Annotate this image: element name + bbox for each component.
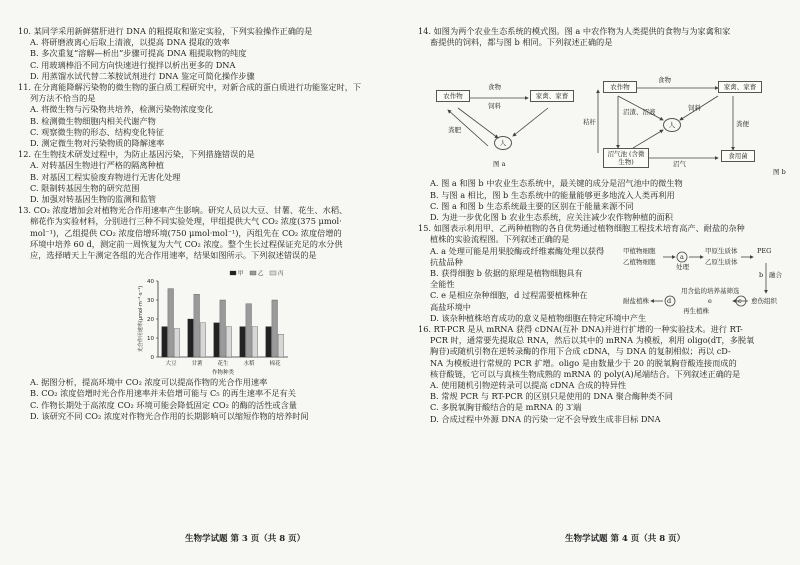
fig-b-feed-label: 饲料 [688, 104, 701, 113]
q13-option-c: C. 作物长期处于高浓度 CO₂ 环境可能会降低固定 CO₂ 的酶的活性或含量 [30, 399, 297, 410]
q16-stem-line3: 胸苷)或随机引物在逆转录酶的作用下合成 cDNA，与 DNA 的复制相似；再以 cD- [430, 346, 731, 357]
y-axis-label: 光合作用速率(μmol·m⁻²·s⁻¹) [138, 286, 144, 353]
flow-fusion: 融合 [769, 271, 782, 280]
bar-乙-大豆 [168, 289, 174, 357]
q15-stem-line2: 植株的实验流程图。下列叙述正确的是 [430, 234, 570, 245]
q11-option-d: D. 测定微生物对污染物质的降解速率 [30, 138, 165, 149]
flow-callus: 愈伤组织 [751, 297, 777, 306]
q13-chart [18, 261, 388, 377]
q12-stem: 12. 在生物技术研发过程中，为防止基因污染，下列措施错误的是 [18, 149, 255, 160]
q14-stem-line1: 14. 如图为两个农业生态系统的模式图。图 a 中农作物为人类提供的食物与为家禽和家 [418, 26, 731, 36]
q16-stem-line1: 16. RT-PCR 是从 mRNA 获得 cDNA(互补 DNA)并进行扩增的一种实验技术。进行 RT- [418, 324, 743, 335]
bar-乙-花生 [220, 300, 226, 357]
bar-丙-甘薯 [200, 323, 206, 357]
bar-丙-棉花 [278, 334, 284, 357]
q13-stem-line4: 环境中培养 60 d，测定前一周恢复为大气 CO₂ 浓度。整个生长过程保证充足的水分供 [30, 238, 343, 249]
flow-step-b: b [759, 271, 764, 280]
y-tick-label: 20 [147, 317, 154, 324]
question-15 [418, 223, 788, 324]
x-tick-label: 大豆 [165, 361, 177, 368]
flow-step-c: c [738, 297, 742, 306]
y-tick-label: 30 [147, 298, 154, 305]
q15-option-b-line1: B. 获得细胞 b 依据的原理是植物细胞具有 [430, 268, 583, 279]
flow-plant: 耐盐植株 [623, 297, 649, 306]
y-tick-label: 40 [147, 279, 154, 286]
flow-peg: PEG [757, 247, 772, 256]
question-10 [18, 26, 388, 82]
page-footer-left: 生物学试题 第 3 页（共 8 页） [185, 534, 306, 544]
fig-a-caption: 图 a [493, 160, 506, 169]
q16-stem-line4: NA 为模板进行常规的 PCR 扩增。oligo 是由数量少于 20 的脱氧胸苷酸连接而成的 [430, 357, 737, 368]
q11-stem-line1: 11. 在分离能降解污染物的微生物的蛋白质工程研究中，对新合成的蛋白质进行功能鉴定时，下 [18, 82, 362, 93]
flow-step-a: a [680, 253, 684, 262]
q13-stem-line1: 13. CO₂ 浓度增加会对植物光合作用速率产生影响。研究人员以大豆、甘薯、花生、水稻、 [18, 205, 348, 216]
q15-stem-line1: 15. 如图表示利用甲、乙两种植物的各自优势通过植物细胞工程技术培育高产、耐盐的杂种 [418, 223, 745, 234]
flow-seedling: 再生植株 [683, 307, 709, 316]
fig-a-food-label: 食物 [488, 83, 501, 92]
q14-option-b: B. 与图 a 相比，图 b 生态系统中的能量能够更多地流入人类再利用 [430, 189, 675, 200]
y-tick-label: 0 [150, 355, 154, 362]
q16-option-d: D. 合成过程中外源 DNA 的污染一定不会导致生成非目标 DNA [430, 413, 661, 424]
q16-stem-line5: 核苷酸链，它可以与真核生物成熟的 mRNA 的 poly(A)尾端结合。下列叙述正确的是 [430, 368, 741, 379]
q14-option-a: A. 图 a 和图 b 中农业生态系统中，最关键的成分是沼气池中的微生物 [430, 178, 683, 189]
bar-丙-花生 [226, 327, 232, 357]
fig-b-food-label: 食物 [658, 76, 671, 85]
question-12 [18, 149, 388, 205]
fig-b-manure-label: 粪便 [736, 120, 749, 129]
bar-chart [18, 261, 388, 377]
fig-b-mushroom-box: 食用菌 [721, 150, 755, 162]
legend-label: 乙 [258, 271, 264, 278]
bar-乙-水稻 [246, 304, 252, 357]
fig-b-human-circle: 人 [663, 118, 681, 132]
fig-a-manure-label: 粪肥 [448, 126, 461, 135]
flow-step-e: e [708, 297, 712, 306]
question-14 [418, 26, 788, 223]
y-tick-label: 10 [147, 336, 154, 343]
flow-proto-b: 乙原生质体 [705, 258, 738, 267]
x-tick-label: 棉花 [269, 361, 281, 368]
q15-option-a-line2: 抗盐品种 [430, 256, 463, 267]
flow-step-d: d [667, 297, 672, 306]
fig-b-crop-box: 农作物 [603, 81, 637, 93]
bar-甲-大豆 [162, 327, 168, 357]
q12-option-d: D. 加强对转基因生物的监测和监管 [30, 194, 157, 205]
fig-a-crop-box: 农作物 [436, 90, 470, 102]
question-11 [18, 82, 388, 149]
flow-proto-a: 甲原生质体 [705, 247, 738, 256]
legend-label: 甲 [238, 271, 244, 278]
q13-stem-line5: 应，选择晴天上午测定各组的光合作用速率，结果如图所示。下列叙述错误的是 [30, 250, 317, 261]
fig-a-human-circle: 人 [494, 136, 512, 150]
bar-甲-甘薯 [188, 319, 194, 357]
bar-甲-花生 [214, 323, 220, 357]
q15-option-c-line2: 高盐环境中 [430, 301, 471, 312]
q16-option-c: C. 多脱氧胸苷酸结合的是 mRNA 的 3′端 [430, 402, 582, 413]
q11-option-b: B. 检测微生物细胞内相关代谢产物 [30, 115, 156, 126]
flow-process: 处理 [676, 263, 689, 272]
fig-b-biogas-gas-label: 沼气 [673, 160, 686, 169]
q15-option-c-line1: C. e 是相应杂种细胞，d 过程需要植株种在 [430, 290, 588, 301]
q16-option-b: B. 常规 PCR 与 RT-PCR 的区别只是使用的 DNA 聚合酶种类不同 [430, 391, 673, 402]
q14-option-d: D. 为进一步优化图 b 农业生态系统，应关注减少农作物种植的面积 [430, 212, 673, 223]
q13-option-b: B. CO₂ 浓度倍增时光合作用速率并未倍增可能与 C₅ 的再生速率不足有关 [30, 388, 296, 399]
q10-option-a: A. 将研磨液离心后取上清液，以提高 DNA 提取的效率 [30, 37, 230, 48]
flow-plant-b: 乙植物细胞 [623, 258, 656, 267]
q12-option-c: C. 限制转基因生物的研究范围 [30, 182, 140, 193]
q16-option-a: A. 使用随机引物逆转录可以提高 cDNA 合成的特异性 [430, 380, 627, 391]
q10-option-c: C. 用玻璃棒沿不同方向快速进行搅拌以析出更多的 DNA [30, 59, 236, 70]
fig-b-caption: 图 b [773, 168, 786, 177]
question-13 [18, 205, 388, 422]
legend-label: 丙 [278, 271, 284, 278]
page-footer-right: 生物学试题 第 4 页（共 8 页） [565, 534, 686, 544]
q15-option-d: D. 该杂种植株培育成功的意义是植物细胞在特定环境中产生 [430, 312, 647, 323]
legend-swatch [270, 271, 276, 275]
x-axis-label: 作物种类 [211, 370, 235, 377]
bar-丙-水稻 [252, 327, 258, 357]
q13-option-d: D. 该研究不同 CO₂ 浓度对作物光合作用的长期影响可以缩短作物的培养时间 [30, 410, 309, 421]
x-tick-label: 甘薯 [191, 361, 203, 368]
q11-option-c: C. 观察微生物的形态、结构变化特征 [30, 126, 164, 137]
fig-b-livestock-box: 家禽、家畜 [718, 81, 762, 93]
bar-甲-水稻 [240, 327, 246, 357]
q14-stem-line2: 畜提供的饲料，都与图 b 相同。下列叙述正确的是 [430, 37, 613, 48]
q15-option-b-line2: 全能性 [430, 279, 455, 290]
fig-a-feed-label: 饲料 [488, 102, 501, 111]
q14-figures [418, 48, 788, 178]
q15-option-a-line1: A. a 处理可能是用果胶酶或纤维素酶处理以获得 [430, 245, 605, 256]
fig-b-residue-label: 沼渣、沼液 [623, 108, 656, 117]
legend-swatch [230, 271, 236, 275]
bar-乙-甘薯 [194, 295, 200, 358]
x-tick-label: 花生 [217, 361, 229, 368]
fig-a-livestock-box: 家禽、家畜 [530, 90, 574, 102]
flow-plant-a: 甲植物细胞 [623, 247, 656, 256]
q11-stem-line2: 列方法不恰当的是 [30, 93, 96, 104]
q13-stem-line2: 棉花作为实验材料，分别进行三种不同实验处理，甲组提供大气 CO₂ 浓度(375 μmol· [30, 216, 342, 227]
legend-swatch [250, 271, 256, 275]
q13-option-a: A. 据图分析，提高环境中 CO₂ 浓度可以提高作物的光合作用速率 [30, 377, 268, 388]
fig-b-biogas-box: 沼气池 (含微生物) [603, 148, 649, 168]
bar-丙-大豆 [174, 329, 180, 358]
q11-option-a: A. 将微生物与污染物共培养，检测污染物浓度变化 [30, 104, 214, 115]
q12-option-a: A. 对转基因生物进行严格的隔离种植 [30, 160, 164, 171]
fig-b-straw-label: 秸秆 [583, 118, 596, 127]
flow-screen: 用含盐的培养基筛选 [681, 287, 740, 296]
q12-option-b: B. 对基因工程实验废弃物进行无害化处理 [30, 171, 181, 182]
q13-stem-line3: mol⁻¹)，乙组提供 CO₂ 浓度倍增环境(750 μmol·mol⁻¹)，丙组先在 CO₂ 浓度倍增的 [30, 227, 342, 238]
bar-甲-棉花 [266, 327, 272, 357]
q14-option-c: C. 图 a 和图 b 生态系统最主要的区别在于能量来源不同 [430, 200, 634, 211]
bar-乙-棉花 [272, 300, 278, 357]
x-tick-label: 水稻 [243, 361, 255, 368]
q15-flow-diagram [623, 245, 788, 319]
q10-option-b: B. 多次重复“溶解—析出”步骤可提高 DNA 粗提取物的纯度 [30, 48, 247, 59]
q10-stem: 10. 某同学采用新鲜猪肝进行 DNA 的粗提取和鉴定实验，下列实验操作正确的是 [18, 26, 313, 36]
right-column [418, 26, 788, 425]
left-column [18, 26, 388, 422]
q10-option-d: D. 用蒸馏水试代替二苯胺试剂进行 DNA 鉴定可简化操作步骤 [30, 70, 255, 81]
q16-stem-line2: PCR 时，通常要先提取总 RNA，然后以其中的 mRNA 为模板，利用 oligo(dT，多脱氧 [430, 335, 755, 346]
question-16 [418, 324, 788, 425]
